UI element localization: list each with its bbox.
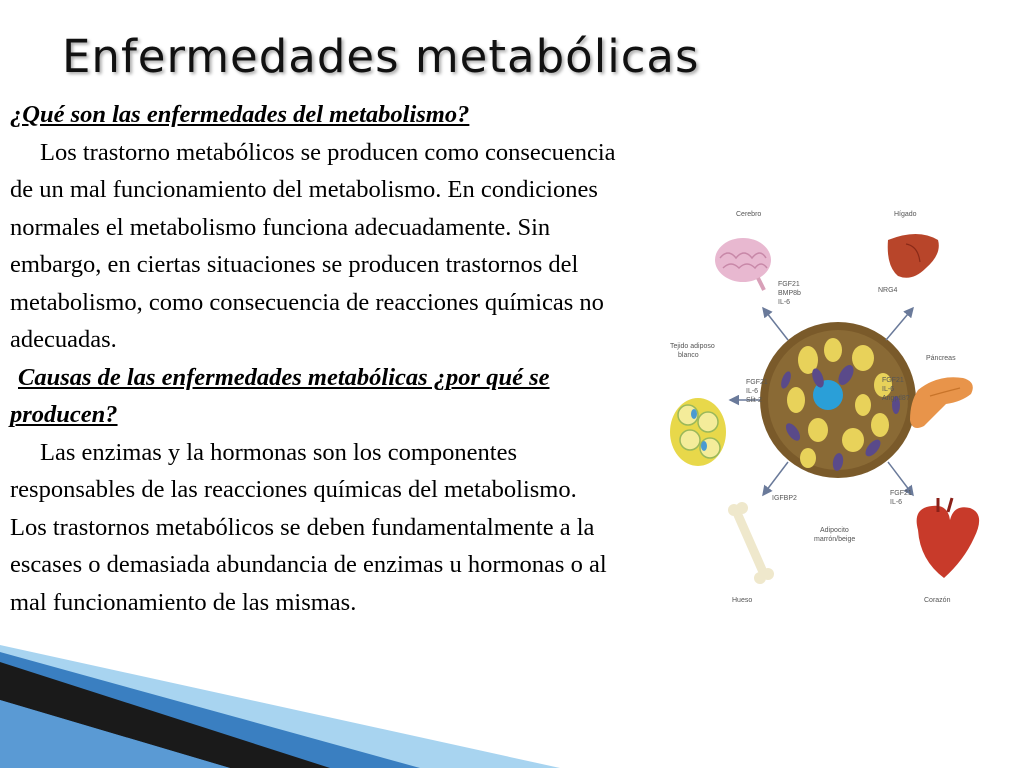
label-tejido-line1: Tejido adiposo [670,343,715,350]
white-adipose-tissue-icon [670,398,726,466]
factor-top-left-1: FGF21 [778,281,800,288]
factor-left-3: Slit-2 [746,397,762,404]
pancreas-icon [910,377,973,428]
heart-icon [917,498,980,578]
label-corazon: Corazón [924,597,951,604]
label-pancreas: Páncreas [926,355,956,362]
liver-icon [888,234,939,278]
factor-left-1: FGF21 [746,379,768,386]
section-heading-1 [10,96,616,134]
section-paragraph-1 [10,134,616,359]
factor-right-2: IL-6 [882,386,895,393]
slide-body [10,96,616,621]
factor-top-left-2: BMP8b [778,290,801,297]
label-cerebro: Cerebro [736,211,762,218]
section-heading-1-text: ¿Qué son las enfermedades del metabolismo? [10,101,470,128]
factor-top-left-3: IL-6 [778,299,791,306]
factor-top-right-1: NRG4 [878,287,898,294]
slide-title: Enfermedades metabólicas [62,30,700,83]
factor-right-3: Angptl8? [882,395,910,402]
factor-right-1: FGF21 [882,377,904,384]
factor-bottom-right-2: IL-6 [890,499,903,506]
label-adipocito-line1: Adipocito [820,527,849,534]
section-paragraph-2 [10,434,616,622]
label-higado: Hígado [894,211,917,218]
label-adipocito-line2: marrón/beige [814,536,856,543]
label-tejido-line2: blanco [678,352,699,359]
adipocyte-organ-diagram [668,200,988,620]
section-paragraph-1-text: Los trastorno metabólicos se producen como consecuencia de un mal funcionamiento del metabolismo. En condiciones normales el metabolismo funciona adecuadamente. Sin embargo, en ciertas situaciones se producen trastornos del metabolismo, como consecuencia de reacciones químicas no adecuadas. [10,138,616,353]
section-paragraph-2-text: Las enzimas y la hormonas son los componentes responsables de las reacciones químicas del metabolismo. Los trastornos metabólicos se deben fundamentalmente a la escases o demasiada abundancia de enzimas u hormonas o al mal funcionamiento de las mismas. [10,438,607,616]
brain-icon [715,238,771,290]
label-hueso: Hueso [732,597,753,604]
factor-bottom-left-1: IGFBP2 [772,495,797,502]
bone-icon [728,502,774,584]
section-heading-2-text: Causas de las enfermedades metabólicas ¿por qué se producen? [10,363,550,428]
factor-bottom-right-1: FGF21 [890,490,912,497]
factor-left-2: IL-6 [746,388,759,395]
section-heading-2 [10,359,616,434]
